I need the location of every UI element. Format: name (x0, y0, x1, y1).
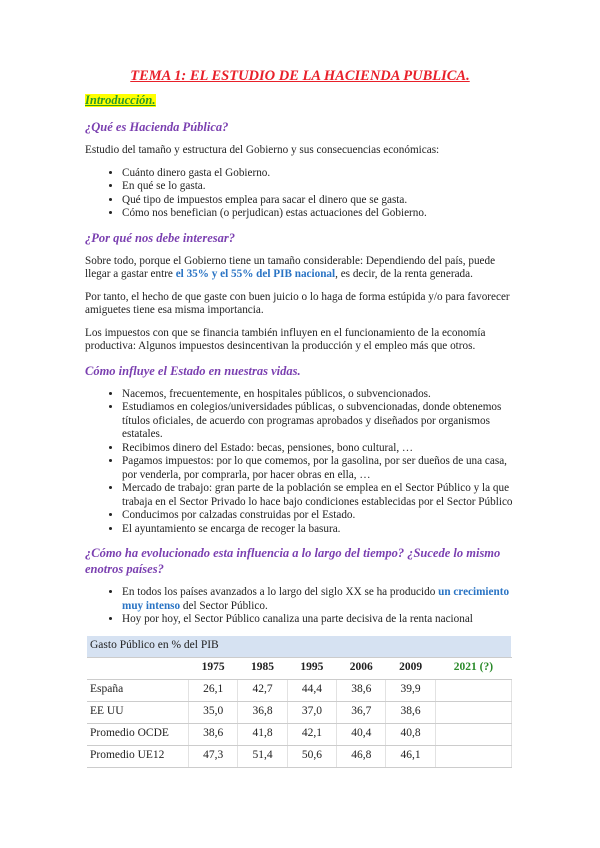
table-cell: 26,1 (189, 679, 238, 701)
table-caption: Gasto Público en % del PIB (87, 636, 512, 658)
column-header: 2009 (386, 657, 435, 679)
bullet-list (85, 586, 515, 627)
row-label: Promedio OCDE (87, 723, 189, 745)
table-row (87, 723, 512, 745)
document-title: TEMA 1: EL ESTUDIO DE LA HACIENDA PUBLICA. (130, 68, 470, 84)
gasto-publico-table (87, 636, 512, 768)
list-item: • Pagamos impuestos: por lo que comemos, por la gasolina, por ser dueños de una casa, por venderla, por comprarla, por hacer obras en ella, … (122, 455, 515, 482)
table-cell-empty (435, 723, 511, 745)
list-item: • Estudiamos en colegios/universidades públicas, o subvencionadas, donde obtenemos títulos oficiales, de acuerdo con programas aprobados y diseñados por organismos estatales. (122, 401, 515, 442)
column-header: 1995 (287, 657, 336, 679)
table-cell: 42,7 (238, 679, 287, 701)
table-cell: 46,1 (386, 745, 435, 767)
table-cell: 50,6 (287, 745, 336, 767)
table-cell: 36,8 (238, 701, 287, 723)
list-item: • En qué se lo gasta. (122, 180, 515, 194)
section-intro-heading: Introducción. (85, 92, 156, 107)
column-header-2021: 2021 (?) (435, 657, 511, 679)
list-item: • El ayuntamiento se encarga de recoger la basura. (122, 523, 515, 537)
table-cell: 42,1 (287, 723, 336, 745)
highlight-text: un crecimiento muy intenso (122, 586, 510, 612)
table-cell: 41,8 (238, 723, 287, 745)
list-item: • Recibimos dinero del Estado: becas, pensiones, bono cultural, … (122, 442, 515, 456)
list-item: • Qué tipo de impuestos emplea para sacar el dinero que se gasta. (122, 194, 515, 208)
text: En todos los países avanzados a lo largo del siglo XX se ha producido (122, 586, 439, 598)
list-item: • Mercado de trabajo: gran parte de la población se emplea en el Sector Público y la que trabaja en el Sector Privado lo hace bajo condiciones establecidas por el Sector Público (122, 482, 515, 509)
text: del Sector Público. (180, 599, 268, 612)
table-corner (87, 657, 189, 679)
table-row (87, 745, 512, 767)
heading-como-influye: Cómo influye el Estado en nuestras vidas. (85, 363, 301, 378)
table-cell: 38,6 (337, 679, 386, 701)
table-cell: 39,9 (386, 679, 435, 701)
column-header: 1985 (238, 657, 287, 679)
table-cell: 38,6 (386, 701, 435, 723)
table-cell-empty (435, 701, 511, 723)
table-cell: 40,4 (337, 723, 386, 745)
table-cell: 37,0 (287, 701, 336, 723)
list-item: • Cómo nos benefician (o perjudican) estas actuaciones del Gobierno. (122, 207, 515, 221)
bullet-list (85, 167, 515, 221)
document-page (85, 70, 515, 768)
list-item: • Cuánto dinero gasta el Gobierno. (122, 167, 515, 181)
table-row (87, 679, 512, 701)
column-header: 2006 (337, 657, 386, 679)
list-item: • Hoy por hoy, el Sector Público canaliza una parte decisiva de la renta nacional (122, 613, 515, 627)
heading-evolucion: ¿Cómo ha evolucionado esta influencia a lo largo del tiempo? ¿Sucede lo mismo enotros países? (85, 546, 501, 576)
table-cell: 36,7 (337, 701, 386, 723)
table-cell: 40,8 (386, 723, 435, 745)
table-cell-empty (435, 679, 511, 701)
list-item (122, 586, 515, 613)
table-cell-empty (435, 745, 511, 767)
list-item: • Nacemos, frecuentemente, en hospitales públicos, o subvencionados. (122, 388, 515, 402)
table-cell: 38,6 (189, 723, 238, 745)
table-cell: 47,3 (189, 745, 238, 767)
text: , es decir, de la renta generada. (335, 268, 473, 280)
table-cell: 46,8 (337, 745, 386, 767)
list-item: • Conducimos por calzadas construidas por el Estado. (122, 509, 515, 523)
paragraph: Los impuestos con que se financia también influyen en el funcionamiento de la economía productiva: Algunos impuestos desincentivan la producción y el empleo más que otros. (85, 326, 486, 352)
row-label: España (87, 679, 189, 701)
column-header: 1975 (189, 657, 238, 679)
heading-que-es: ¿Qué es Hacienda Pública? (85, 120, 229, 134)
paragraph: Estudio del tamaño y estructura del Gobierno y sus consecuencias económicas: (85, 144, 440, 156)
row-label: Promedio UE12 (87, 745, 189, 767)
highlight-text: el 35% y el 55% del PIB nacional (175, 268, 336, 280)
text: Sobre todo, porque el Gobierno tiene un tamaño considerable: Dependiendo del país, puede llegar a gastar entre (85, 254, 496, 280)
table-cell: 51,4 (238, 745, 287, 767)
bullet-list (85, 388, 515, 537)
table-cell: 35,0 (189, 701, 238, 723)
row-label: EE UU (87, 701, 189, 723)
heading-por-que: ¿Por qué nos debe interesar? (85, 230, 235, 245)
table-cell: 44,4 (287, 679, 336, 701)
paragraph: Por tanto, el hecho de que gaste con buen juicio o lo haga de forma estúpida y/o para favorecer amiguetes tiene esa misma importancia. (85, 290, 510, 316)
paragraph (85, 255, 515, 282)
table-row (87, 701, 512, 723)
